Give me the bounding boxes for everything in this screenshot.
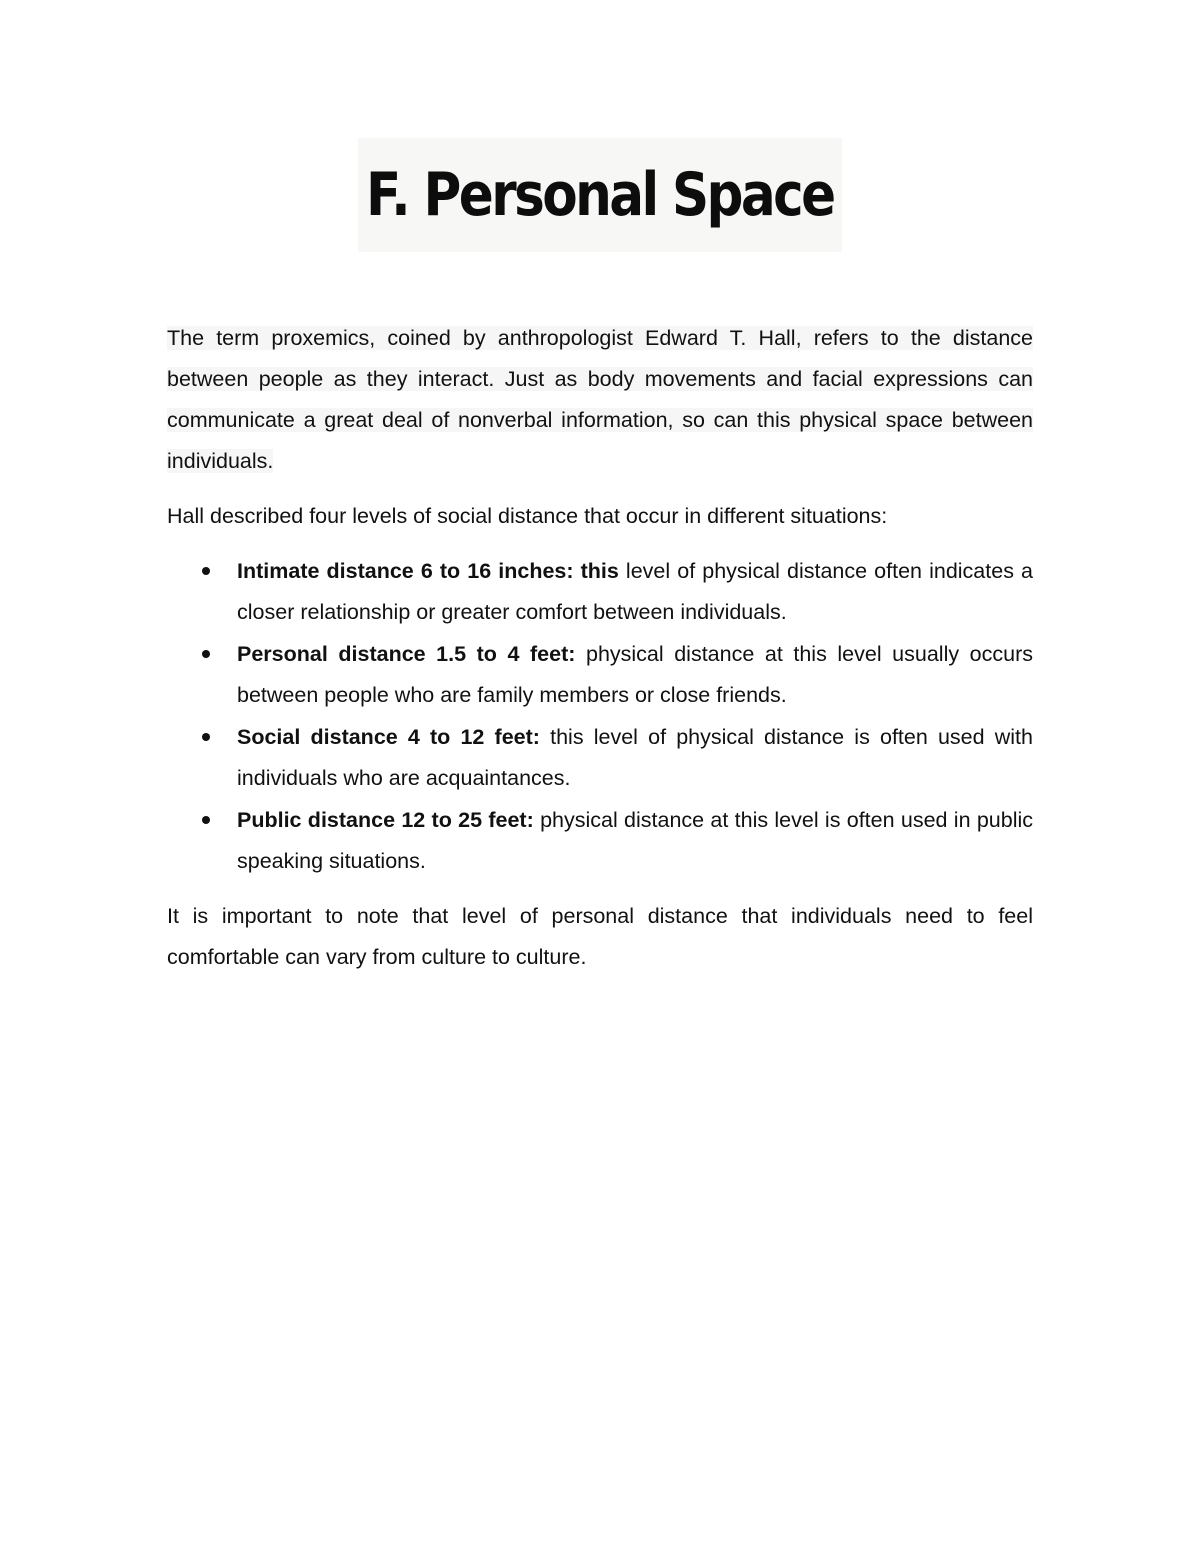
intro-paragraph	[167, 318, 1033, 482]
bullet-icon	[202, 733, 210, 741]
list-item	[167, 551, 1033, 633]
levels-lead-paragraph: Hall described four levels of social distance that occur in different situations:	[167, 504, 888, 528]
level-description: this level of physical distance is often used with individuals who are acquaintances.	[237, 725, 1033, 790]
list-item	[167, 800, 1033, 882]
title-banner	[358, 138, 842, 252]
page-title: F. Personal Space	[366, 160, 834, 230]
level-term: Social distance 4 to 12 feet:	[237, 725, 540, 749]
distance-levels-list	[167, 551, 1033, 882]
level-description: physical distance at this level is often used in public speaking situations.	[237, 808, 1033, 873]
bullet-icon	[202, 650, 210, 658]
intro-text: The term proxemics, coined by anthropologist Edward T. Hall, refers to the distance between people as they interact. Just as body movements and facial expressions can communicate a great deal of nonverbal information, so can this physical space between individuals.	[167, 326, 1033, 473]
level-term: Intimate distance 6 to 16 inches: this	[237, 559, 619, 583]
level-description: level of physical distance often indicates a closer relationship or greater comfort between individuals.	[237, 559, 1033, 624]
level-description: physical distance at this level usually occurs between people who are family members or close friends.	[237, 642, 1033, 707]
level-term: Public distance 12 to 25 feet:	[237, 808, 534, 832]
list-item	[167, 634, 1033, 716]
bullet-icon	[202, 567, 210, 575]
closing-paragraph: It is important to note that level of personal distance that individuals need to feel comfortable can vary from culture to culture.	[167, 904, 1033, 969]
list-item	[167, 717, 1033, 799]
document-body	[167, 318, 1033, 978]
level-term: Personal distance 1.5 to 4 feet:	[237, 642, 576, 666]
bullet-icon	[202, 816, 210, 824]
